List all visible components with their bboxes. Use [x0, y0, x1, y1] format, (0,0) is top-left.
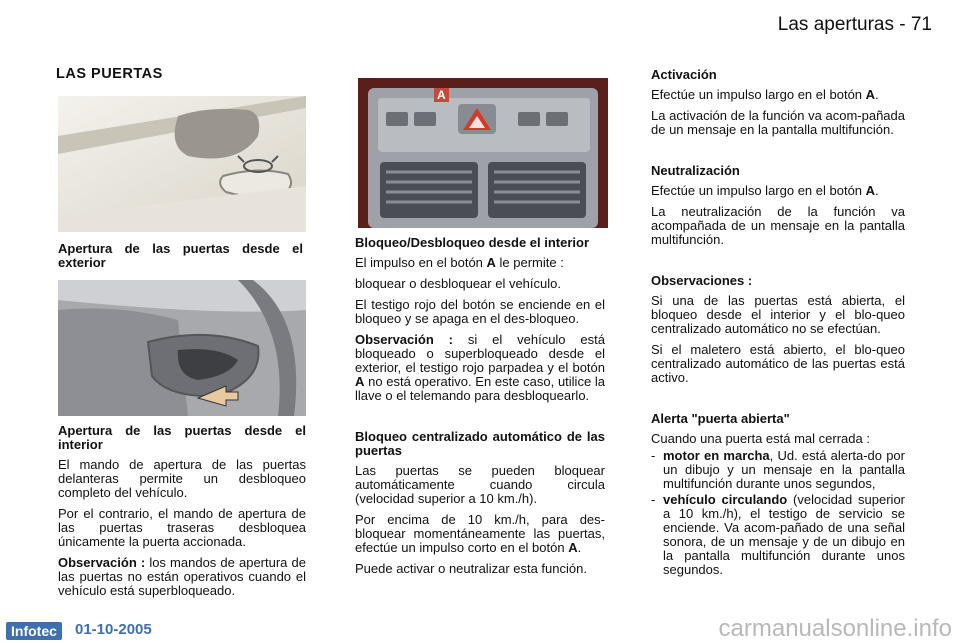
dashboard-vents-photo	[358, 78, 608, 228]
infotec-logo: Infotec	[6, 622, 62, 640]
door-exterior-photo	[58, 96, 306, 232]
col1-observation: Observación : los mandos de apertura de las puertas no están operativos cuando el vehículo está superbloqueado.	[58, 555, 306, 598]
column-1-text: Apertura de las puertas desde el interior El mando de apertura de las puertas delanteras permite un desbloqueo completo del vehículo. Por el contrario, el mando de apertura de las puertas traseras desbloquea únicamente la puerta accionada. Observación : los mandos de apertura de las puertas no están operativos cuando el vehículo está superbloqueado.	[58, 423, 306, 598]
column-3-text: Activación Efectúe un impulso largo en el botón A. La activación de la función va acom-pañada de un mensaje en la pantalla multifunción. Neutralización Efectúe un impulso largo en el botón A. La neutralización de la función va acompañada de un mensaje en la pantalla multifunción. Observaciones : Si una de las puertas está abierta, el bloqueo desde el interior y el blo-queo centralizado automático no se efectúan. Si el maletero está abierto, el blo-queo centralizado automático de las puertas está activo. Alerta "puerta abierta" Cuando una puerta está mal cerrada : - motor en marcha, Ud. está alerta-do por un dibujo y un mensaje en la pantalla multifunción durante unos segundos, - vehículo circulando (velocidad superior a 10 km./h), el testigo de servicio se enciende. Va acom-pañado de una señal sonora, de un mensaje y de un dibujo en la pantalla multifunción durante unos segundos.	[651, 67, 905, 577]
footer-date: 01-10-2005	[75, 621, 152, 638]
column-2-text: Bloqueo/Desbloqueo desde el interior El impulso en el botón A le permite : bloquear o desbloquear el vehículo. El testigo rojo del botón se enciende en el bloqueo y se apaga en el des-bloqueo. Observación : si el vehículo está bloqueado o superbloqueado desde el exterior, el testigo rojo parpadea y el botón A no está operativo. En este caso, utilice la llave o el telemando para desbloquearlo. Bloqueo centralizado automático de las puertas Las puertas se pueden bloquear automáticamente cuando circula (velocidad superior a 10 km./h). Por encima de 10 km./h, para des-bloquear momentáneamente las puertas, efectúe un impulso corto en el botón A. Puede activar o neutralizar esta función.	[355, 235, 605, 576]
door-interior-photo	[58, 280, 306, 416]
section-title: LAS PUERTAS	[56, 66, 163, 82]
page-header: Las aperturas - 71	[777, 14, 932, 35]
alert-item-vehicle-moving: - vehículo circulando (velocidad superior a 10 km./h), el testigo de servicio se enciende. Va acom-pañado de una señal sonora, de un mensaje y de un dibujo en la pantalla multifunción durante unos segundos.	[651, 492, 905, 577]
button-a-label: A	[434, 88, 449, 102]
alert-item-engine-running: - motor en marcha, Ud. está alerta-do por un dibujo y un mensaje en la pantalla multifunción durante unos segundos,	[651, 448, 905, 491]
watermark: carmanualsonline.info	[718, 615, 952, 642]
caption-exterior: Apertura de las puertas desde el exterior	[58, 241, 303, 270]
